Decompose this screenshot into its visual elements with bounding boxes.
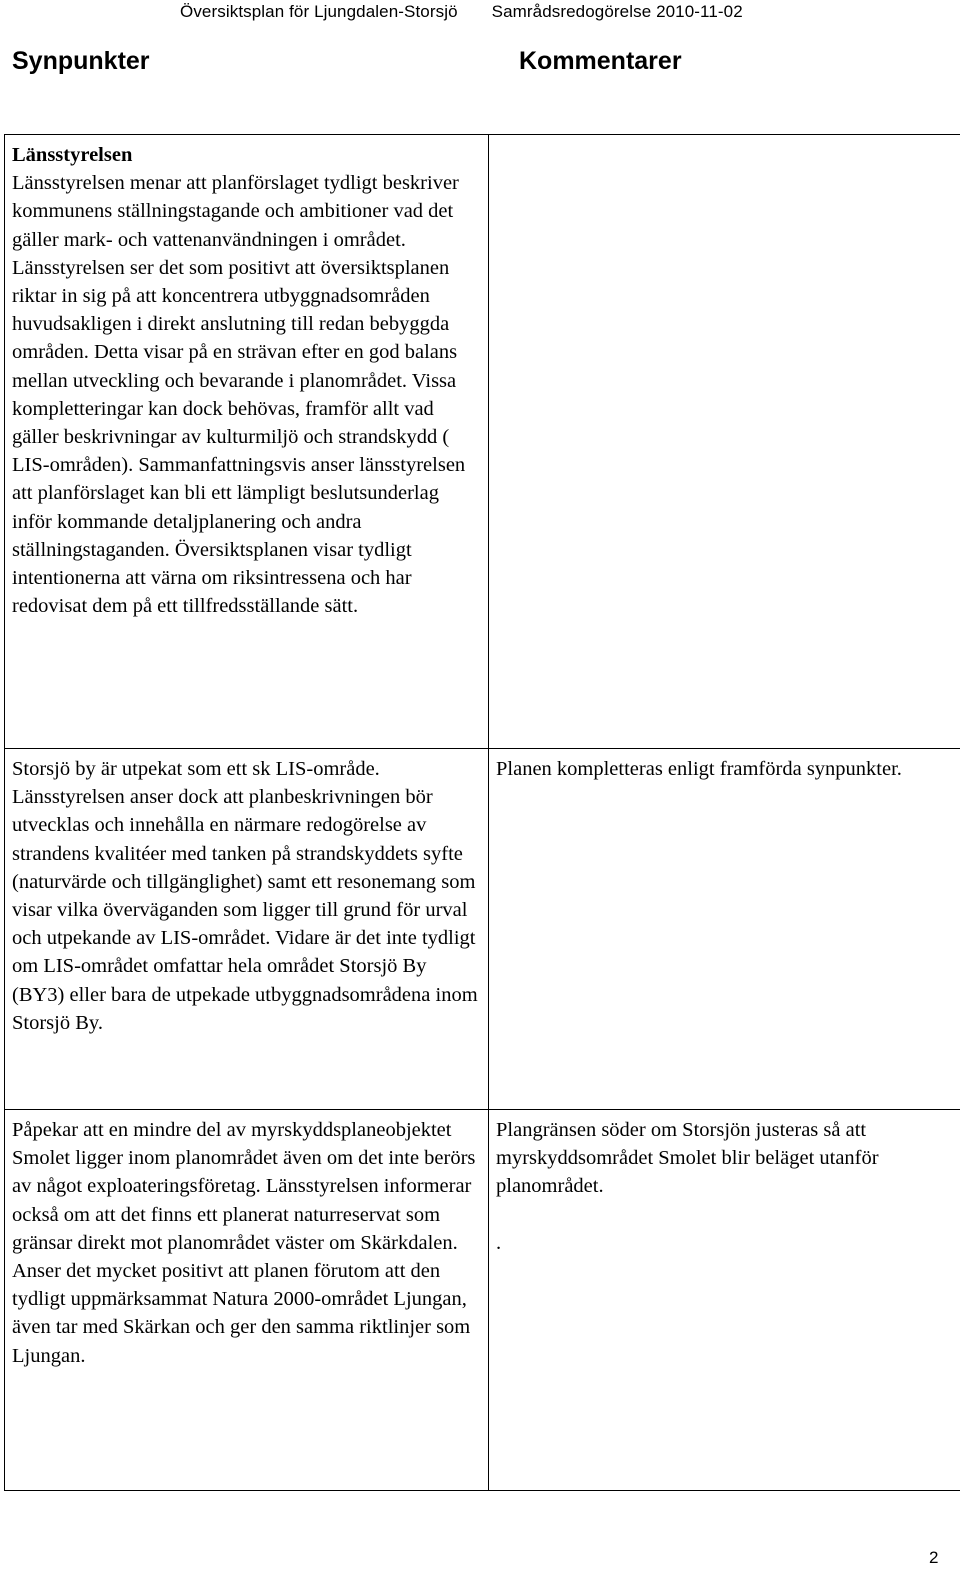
organisation-name: Länsstyrelsen bbox=[12, 144, 133, 166]
kommentar-cell bbox=[489, 135, 960, 749]
kommentar-cell bbox=[489, 749, 960, 1110]
synpunkt-text: Storsjö by är utpekat som ett sk LIS-område. Länsstyrelsen anser dock att planbeskrivningen bör utvecklas och innehålla en närmare redogörelse av strandens kvalitéer med tanken på strandskyddets syfte (naturvärde och tillgänglighet) samt ett resonemang som visar vilka överväganden som ligger till grund för urval och utpekande av LIS-området. Vidare är det inte tydligt om LIS-området omfattar hela området Storsjö By (BY3) eller bara de utpekade utbyggnadsområdena inom Storsjö By. bbox=[12, 758, 478, 1034]
page-number: 2 bbox=[929, 1548, 939, 1567]
table-row bbox=[5, 749, 960, 1110]
column-heading-kommentarer: Kommentarer bbox=[519, 47, 682, 75]
plan-title: Översiktsplan för Ljungdalen-Storsjö bbox=[180, 2, 458, 21]
synpunkt-cell bbox=[5, 135, 489, 749]
comments-table bbox=[4, 134, 960, 1491]
synpunkt-cell bbox=[5, 1110, 489, 1491]
kommentar-text: Planen kompletteras enligt framförda synpunkter. bbox=[496, 758, 902, 780]
synpunkt-cell bbox=[5, 749, 489, 1110]
table-row bbox=[5, 135, 960, 749]
table-row bbox=[5, 1110, 960, 1491]
synpunkt-text: Anser det mycket positivt att planen förutom att den tydligt uppmärksammat Natura 2000-området Ljungan, även tar med Skärkan och ger den samma riktlinjer som Ljungan. bbox=[12, 1260, 471, 1367]
kommentar-cell bbox=[489, 1110, 960, 1491]
synpunkt-text: Påpekar att en mindre del av myrskyddsplaneobjektet Smolet ligger inom planområdet även om det inte berörs av något exploateringsföretag. Länsstyrelsen informerar också om att det finns ett planerat naturreservat som gränsar direkt mot planområdet väster om Skärkdalen. bbox=[12, 1119, 476, 1254]
kommentar-text: . bbox=[496, 1231, 502, 1254]
column-heading-synpunkter: Synpunkter bbox=[12, 47, 150, 75]
document-title: Samrådsredogörelse 2010-11-02 bbox=[491, 2, 743, 21]
synpunkt-text: Länsstyrelsen menar att planförslaget tydligt beskriver kommunens ställningstagande och ambitioner vad det gäller mark- och vattenanvändningen i området. Länsstyrelsen ser det som positivt att översiktsplanen riktar in sig på att koncentrera utbyggnadsområden huvudsakligen i direkt anslutning till redan bebyggda områden. Detta visar på en strävan efter en god balans mellan utveckling och bevarande i planområdet. Vissa kompletteringar kan dock behövas, framför allt vad gäller beskrivningar av kulturmiljö och strandskydd ( LIS-områden). Sammanfattningsvis anser länsstyrelsen att planförslaget kan bli ett lämpligt beslutsunderlag inför kommande detaljplanering och andra ställningstaganden. Översiktsplanen visar tydligt intentionerna att värna om riksintressena och har redovisat dem på ett tillfredsställande sätt. bbox=[12, 172, 466, 618]
running-header bbox=[180, 2, 840, 22]
kommentar-text: Plangränsen söder om Storsjön justeras så att myrskyddsområdet Smolet blir beläget utanför planområdet. bbox=[496, 1119, 879, 1198]
